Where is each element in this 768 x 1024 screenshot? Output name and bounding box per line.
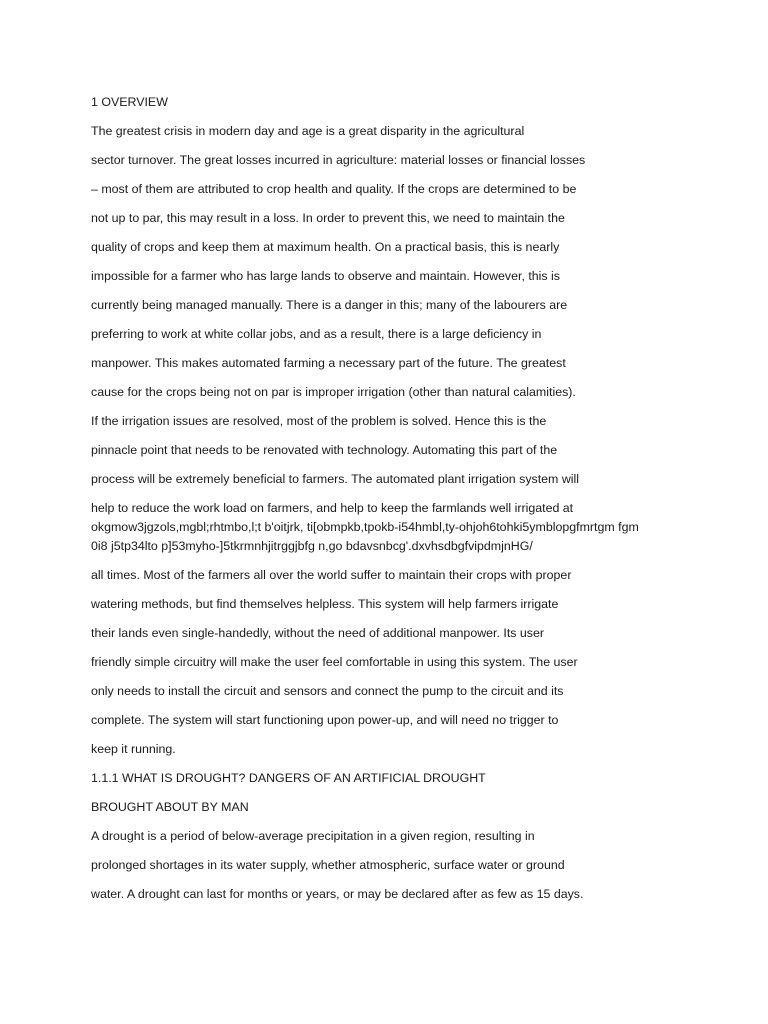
body-text-line: currently being managed manually. There is a danger in this; many of the labourers are bbox=[91, 298, 568, 312]
body-text-line: keep it running. bbox=[91, 742, 176, 756]
section-heading-drought-cont: BROUGHT ABOUT BY MAN bbox=[91, 800, 249, 814]
body-text-line: help to reduce the work load on farmers, and help to keep the farmlands well irrigated at bbox=[91, 501, 574, 515]
body-text-line: pinnacle point that needs to be renovated with technology. Automating this part of the bbox=[91, 443, 558, 457]
body-text-line: quality of crops and keep them at maximum health. On a practical basis, this is nearly bbox=[91, 240, 560, 254]
body-text-line: watering methods, but find themselves helpless. This system will help farmers irrigate bbox=[91, 597, 559, 611]
body-text-line: sector turnover. The great losses incurred in agriculture: material losses or financial losses bbox=[91, 153, 586, 167]
body-text-line: The greatest crisis in modern day and age is a great disparity in the agricultural bbox=[91, 124, 525, 138]
section-heading-drought: 1.1.1 WHAT IS DROUGHT? DANGERS OF AN ARTIFICIAL DROUGHT bbox=[91, 771, 486, 785]
body-text-line: water. A drought can last for months or years, or may be declared after as few as 15 days. bbox=[91, 887, 584, 901]
body-text-line: preferring to work at white collar jobs, and as a result, there is a large deficiency in bbox=[91, 327, 542, 341]
body-text-line: complete. The system will start functioning upon power-up, and will need no trigger to bbox=[91, 713, 559, 727]
body-text-line: – most of them are attributed to crop health and quality. If the crops are determined to be bbox=[91, 182, 577, 196]
body-text-line: manpower. This makes automated farming a necessary part of the future. The greatest bbox=[91, 356, 566, 370]
body-text-line-garbled: 0i8 j5tp34lto p]53myho-]5tkrmnhjitrggjbfg n,go bdavsnbcg'.dxvhsdbgfvipdmjnHG/ bbox=[91, 539, 533, 553]
body-text-line: If the irrigation issues are resolved, most of the problem is solved. Hence this is the bbox=[91, 414, 547, 428]
body-text-line: process will be extremely beneficial to farmers. The automated plant irrigation system will bbox=[91, 472, 580, 486]
body-text-line-garbled: okgmow3jgzols,mgbl;rhtmbo,l;t b'oitjrk, ti[obmpkb,tpokb-i54hmbl,ty-ohjoh6tohki5ymblopgfmrtgm fgm bbox=[91, 520, 639, 534]
body-text-line: all times. Most of the farmers all over the world suffer to maintain their crops with proper bbox=[91, 568, 572, 582]
body-text-line: A drought is a period of below-average precipitation in a given region, resulting in bbox=[91, 829, 535, 843]
body-text-line: friendly simple circuitry will make the user feel comfortable in using this system. The user bbox=[91, 655, 578, 669]
body-text-line: cause for the crops being not on par is improper irrigation (other than natural calamities). bbox=[91, 385, 576, 399]
body-text-line: impossible for a farmer who has large lands to observe and maintain. However, this is bbox=[91, 269, 561, 283]
section-heading-overview: 1 OVERVIEW bbox=[91, 95, 168, 109]
body-text-line: their lands even single-handedly, without the need of additional manpower. Its user bbox=[91, 626, 545, 640]
body-text-line: prolonged shortages in its water supply, whether atmospheric, surface water or ground bbox=[91, 858, 565, 872]
body-text-line: only needs to install the circuit and sensors and connect the pump to the circuit and its bbox=[91, 684, 564, 698]
body-text-line: not up to par, this may result in a loss. In order to prevent this, we need to maintain the bbox=[91, 211, 565, 225]
